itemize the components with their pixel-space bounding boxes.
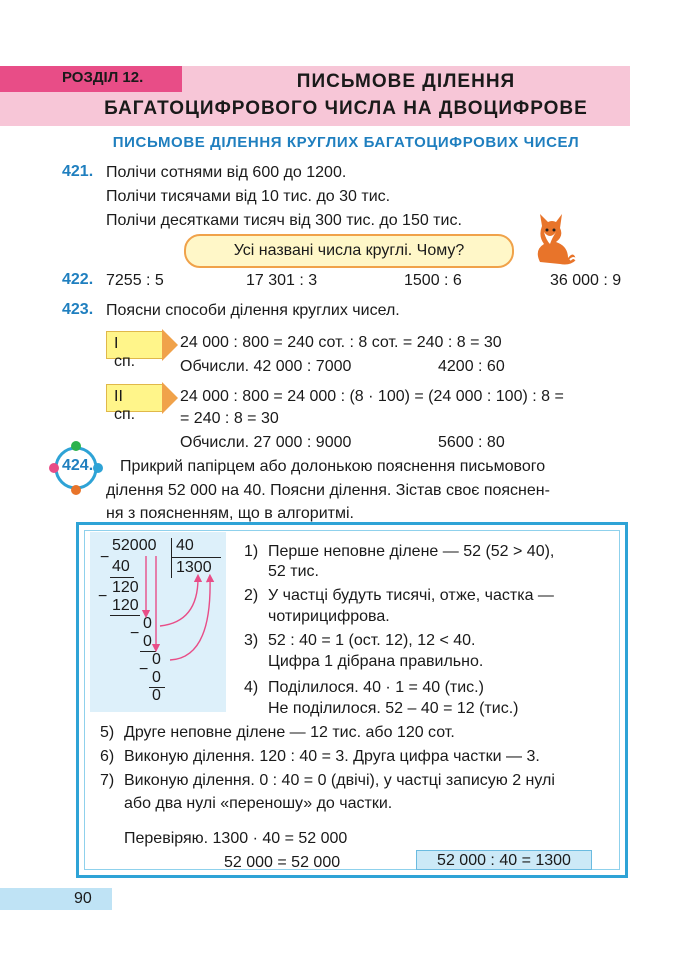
exercise-423-intro: Поясни способи ділення круглих чисел.: [106, 302, 400, 319]
section-tag: [0, 66, 182, 92]
division-row: 120: [112, 579, 139, 596]
division-row: 0: [152, 687, 161, 704]
step-text: чотирицифрова.: [268, 608, 390, 625]
division-item: 17 301 : 3: [246, 272, 318, 289]
hint-bubble: Усі названі числа круглі. Чому?: [184, 234, 514, 268]
chapter-title-line1: ПИСЬМОВЕ ДІЛЕННЯ: [296, 71, 516, 92]
fox-illustration: [530, 210, 578, 266]
step-text: Не поділилося. 52 – 40 = 12 (тис.): [268, 700, 519, 717]
division-item: 1500 : 6: [404, 272, 462, 289]
quotient: 1300: [176, 559, 212, 576]
step-text: Поділилося. 40 · 1 = 40 (тис.): [268, 679, 484, 696]
dividend: 52000: [112, 537, 157, 554]
division-row: 0: [143, 615, 152, 632]
step-number: 7): [100, 772, 115, 789]
step-text: 52 : 40 = 1 (ост. 12), 12 < 40.: [268, 632, 476, 649]
minus-sign: −: [139, 661, 149, 678]
division-item: 36 000 : 9: [550, 272, 622, 289]
step-number: 1): [244, 543, 259, 560]
minus-sign: −: [100, 549, 110, 566]
step-text: 52 тис.: [268, 563, 319, 580]
step-text: Друге неповне ділене — 12 тис. або 120 сот.: [124, 724, 455, 741]
chapter-title-line2: БАГАТОЦИФРОВОГО ЧИСЛА НА ДВОЦИФРОВЕ: [104, 98, 588, 119]
check-line: 52 000 = 52 000: [224, 854, 341, 871]
division-row: 40: [112, 558, 130, 575]
exercise-number-422: 422.: [62, 271, 94, 288]
method-1-label: I сп.: [114, 335, 136, 370]
result-box: 52 000 : 40 = 1300: [416, 850, 592, 870]
step-text: У частці будуть тисячі, отже, частка —: [268, 587, 554, 604]
method-1-task: Обчисли. 42 000 : 7000: [180, 358, 352, 375]
exercise-number-423: 423.: [62, 301, 94, 318]
exercise-number-421: 421.: [62, 163, 94, 180]
method-2-task: 5600 : 80: [438, 434, 505, 451]
check-line: Перевіряю. 1300 · 40 = 52 000: [124, 830, 348, 847]
method-2-line: = 240 : 8 = 30: [180, 410, 279, 427]
method-1-line: 24 000 : 800 = 240 сот. : 8 сот. = 240 : 8 = 30: [180, 334, 502, 351]
method-2-line: 24 000 : 800 = 24 000 : (8 · 100) = (24 000 : 100) : 8 =: [180, 388, 564, 405]
exercise-number-424: 424.: [62, 457, 94, 474]
step-number: 6): [100, 748, 115, 765]
carry-arrows: [90, 532, 226, 712]
exercise-421-line: Полічи сотнями від 600 до 1200.: [106, 164, 347, 181]
exercise-424-line: ня з поясненням, що в алгоритмі.: [106, 505, 354, 522]
exercise-424-line: Прикрий папірцем або долонькою пояснення письмового: [120, 458, 546, 475]
step-text: Перше неповне ділене — 52 (52 > 40),: [268, 543, 555, 560]
exercise-424-line: ділення 52 000 на 40. Поясни ділення. Зістав своє пояснен-: [106, 482, 550, 499]
divisor: 40: [176, 537, 194, 554]
step-number: 2): [244, 587, 259, 604]
exercise-421-line: Полічи десятками тисяч від 300 тис. до 150 тис.: [106, 212, 462, 229]
page-number: 90: [74, 890, 92, 907]
division-row: 0: [152, 651, 161, 668]
method-1-task: 4200 : 60: [438, 358, 505, 375]
division-row: 0: [152, 669, 161, 686]
exercise-421-line: Полічи тисячами від 10 тис. до 30 тис.: [106, 188, 391, 205]
minus-sign: −: [130, 625, 140, 642]
topic-subtitle: ПИСЬМОВЕ ДІЛЕННЯ КРУГЛИХ БАГАТОЦИФРОВИХ ЧИСЕЛ: [112, 134, 580, 151]
section-label: РОЗДІЛ 12.: [62, 69, 144, 86]
method-2-label: II сп.: [114, 388, 136, 423]
page-number-band: [0, 888, 112, 910]
step-number: 4): [244, 679, 259, 696]
division-row: 120: [112, 597, 139, 614]
step-number: 3): [244, 632, 259, 649]
step-text: Виконую ділення. 0 : 40 = 0 (двічі), у частці записую 2 нулі: [124, 772, 555, 789]
method-2-task: Обчисли. 27 000 : 9000: [180, 434, 352, 451]
division-item: 7255 : 5: [106, 272, 164, 289]
minus-sign: −: [98, 588, 108, 605]
step-text: Цифра 1 дібрана правильно.: [268, 653, 484, 670]
step-text: або два нулі «переношу» до частки.: [124, 795, 393, 812]
division-row: 0: [143, 633, 152, 650]
step-text: Виконую ділення. 120 : 40 = 3. Друга цифра частки — 3.: [124, 748, 540, 765]
step-number: 5): [100, 724, 115, 741]
